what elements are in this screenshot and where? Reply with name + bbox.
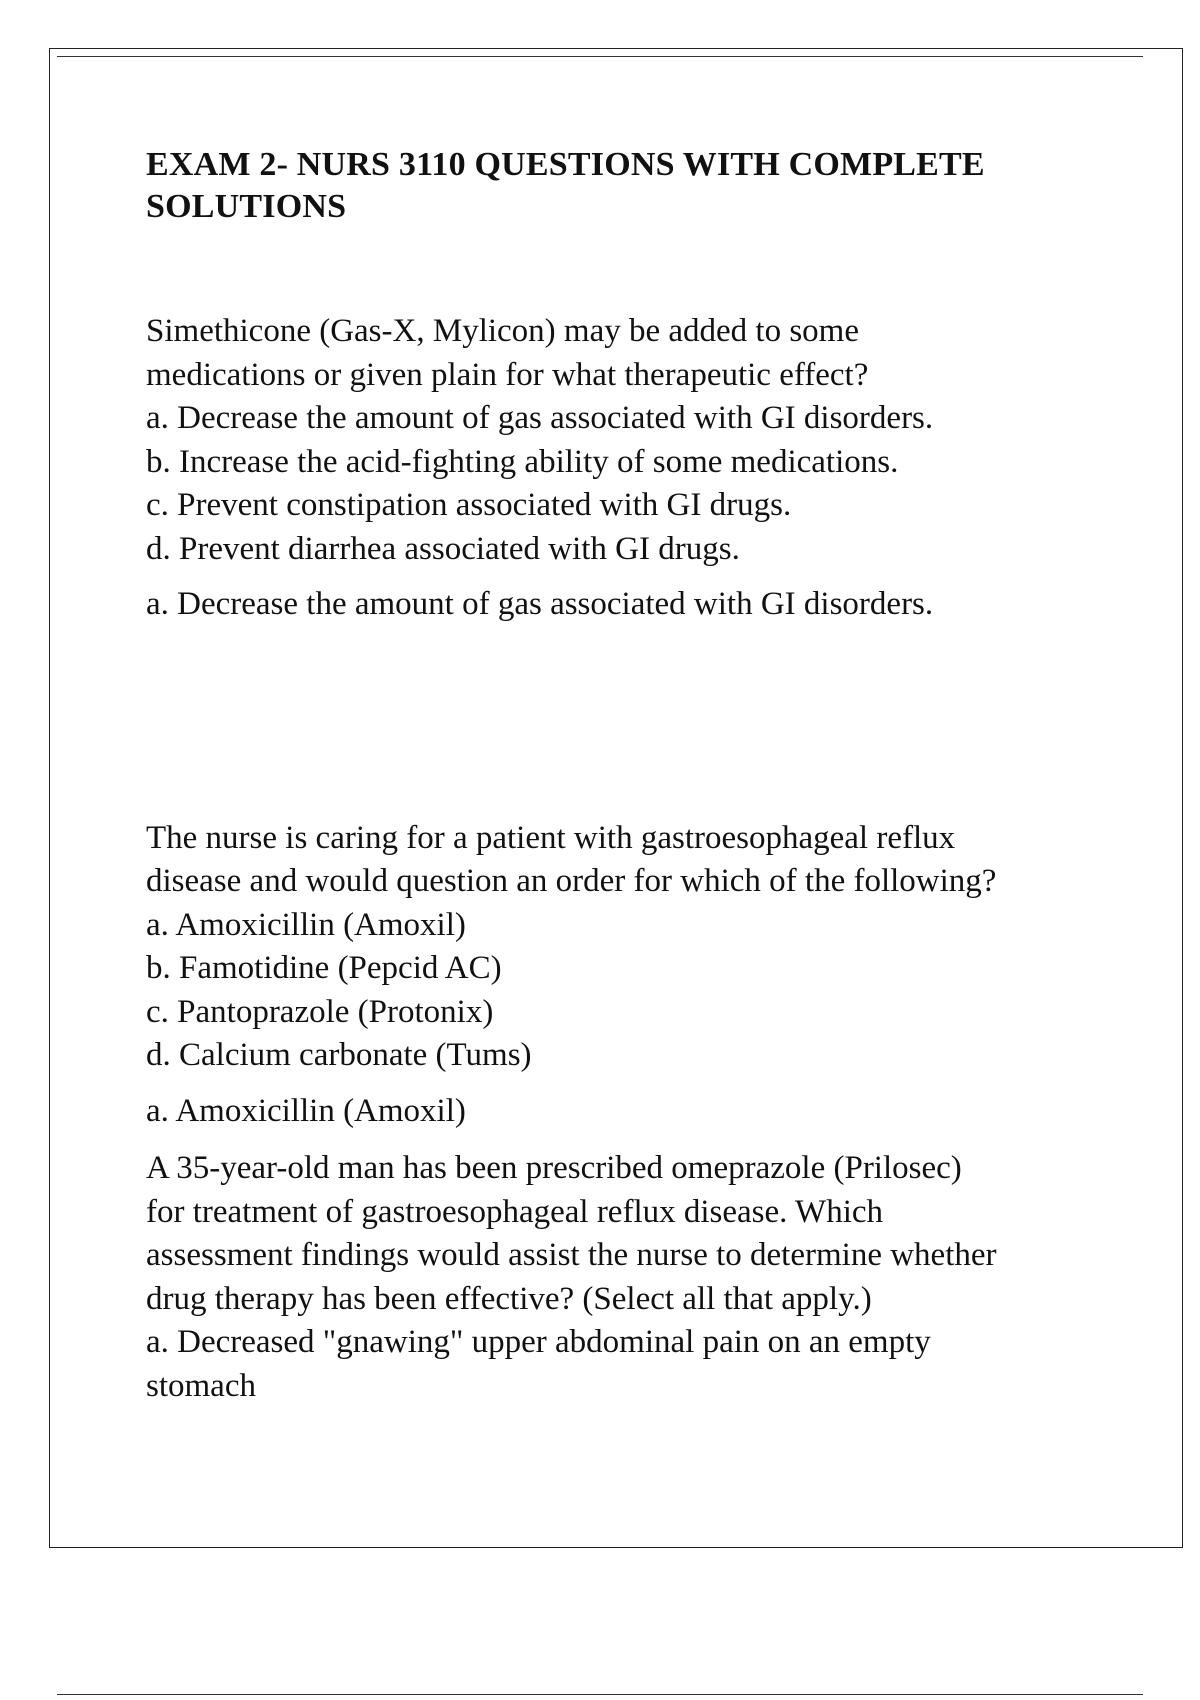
question-stem: Simethicone (Gas-X, Mylicon) may be added to some (146, 313, 859, 349)
question-stem: for treatment of gastroesophageal reflux disease. Which (146, 1193, 884, 1230)
document-title (146, 144, 1106, 228)
question-stem: drug therapy has been effective? (Select all that apply.) (146, 1280, 872, 1317)
question-3 (146, 1147, 1106, 1408)
option-a-continued: stomach (146, 1367, 256, 1404)
option-c: c. Pantoprazole (Protonix) (146, 993, 494, 1030)
bottom-rule (57, 1694, 1143, 1695)
question-2 (146, 817, 1106, 1078)
title-line: SOLUTIONS (146, 188, 347, 225)
title-line: EXAM 2- NURS 3110 QUESTIONS WITH COMPLETE (146, 146, 985, 183)
option-a: a. Decreased "gnawing" upper abdominal pain on an empty (146, 1324, 931, 1360)
top-rule (57, 56, 1143, 57)
option-c: c. Prevent constipation associated with GI drugs. (146, 487, 792, 523)
option-b: b. Famotidine (Pepcid AC) (146, 950, 502, 986)
question-stem: disease and would question an order for which of the following? (146, 863, 997, 899)
option-d: d. Calcium carbonate (Tums) (146, 1037, 532, 1073)
question-1 (146, 310, 1106, 571)
question-stem: The nurse is caring for a patient with gastroesophageal reflux (146, 819, 956, 856)
option-d: d. Prevent diarrhea associated with GI drugs. (146, 530, 740, 567)
option-b: b. Increase the acid-fighting ability of some medications. (146, 443, 899, 480)
question-stem: A 35-year-old man has been prescribed omeprazole (Prilosec) (146, 1150, 962, 1186)
question-stem: medications or given plain for what therapeutic effect? (146, 356, 869, 393)
answer-1: a. Decrease the amount of gas associated with GI disorders. (146, 586, 934, 622)
question-stem: assessment findings would assist the nurse to determine whether (146, 1237, 997, 1273)
option-a: a. Decrease the amount of gas associated with GI disorders. (146, 400, 934, 436)
document-body (146, 144, 1106, 1408)
option-a: a. Amoxicillin (Amoxil) (146, 906, 466, 943)
answer-2: a. Amoxicillin (Amoxil) (146, 1092, 466, 1129)
